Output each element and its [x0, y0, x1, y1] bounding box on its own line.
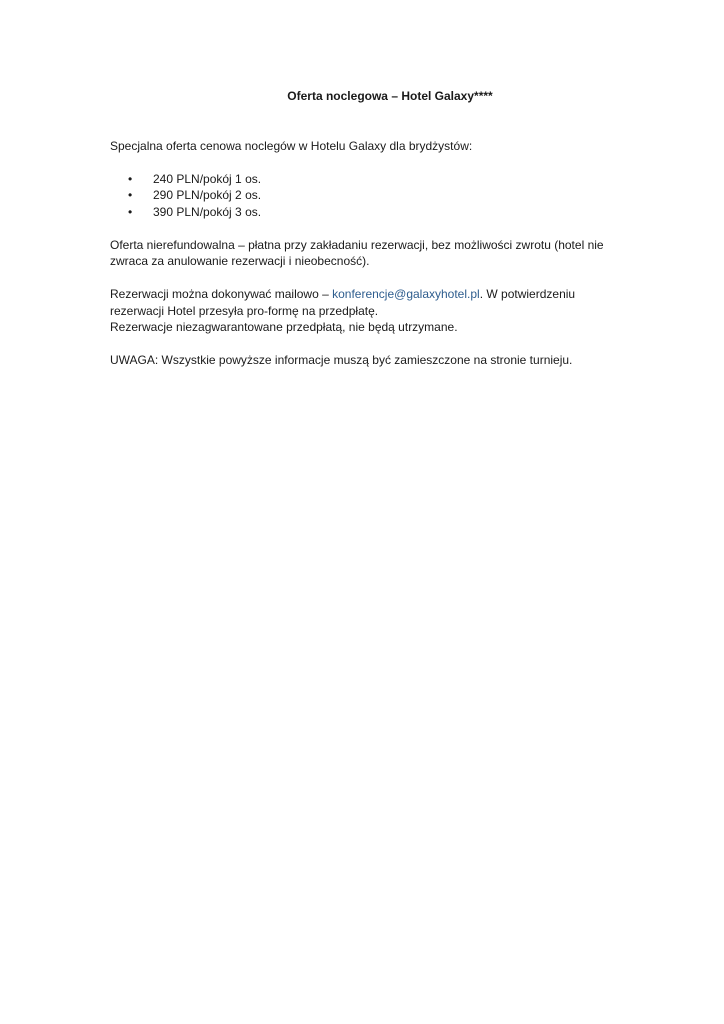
unguaranteed-text: Rezerwacje niezagwarantowane przedpłatą, nie będą utrzymane.	[110, 320, 458, 334]
nonrefundable-text: Oferta nierefundowalna – płatna przy zakładaniu rezerwacji, bez możliwości zwrotu (hotel nie zwraca za anulowanie rezerwacji i nieobecność).	[110, 237, 604, 268]
spacer	[110, 154, 630, 171]
booking-email-link[interactable]: konferencje@galaxyhotel.pl	[332, 287, 480, 301]
spacer	[110, 336, 630, 353]
price-item	[128, 187, 630, 204]
booking-paragraph	[110, 286, 630, 319]
bullet-icon: •	[128, 171, 133, 186]
price-item-text: 390 PLN/pokój 3 os.	[153, 204, 262, 219]
price-item	[128, 204, 630, 221]
spacer	[110, 270, 630, 287]
bullet-icon: •	[128, 188, 133, 202]
notice-text: UWAGA: Wszystkie powyższe informacje muszą być zamieszczone na stronie turnieju.	[110, 353, 573, 367]
document-body	[110, 88, 630, 369]
document-title: Oferta noclegowa – Hotel Galaxy****	[287, 89, 493, 103]
price-item-text: 290 PLN/pokój 2 os.	[153, 188, 262, 202]
intro-text: Specjalna oferta cenowa noclegów w Hotelu Galaxy dla brydżystów:	[110, 138, 473, 153]
price-list	[110, 171, 630, 221]
spacer	[110, 220, 630, 237]
price-item-text: 240 PLN/pokój 1 os.	[153, 171, 262, 186]
price-item	[128, 171, 630, 188]
bullet-icon: •	[128, 204, 133, 219]
booking-prefix: Rezerwacji można dokonywać mailowo –	[110, 287, 333, 301]
booking-suffix: . W potwierdzeniu rezerwacji Hotel przesyła pro-formę na przedpłatę.	[110, 287, 576, 318]
